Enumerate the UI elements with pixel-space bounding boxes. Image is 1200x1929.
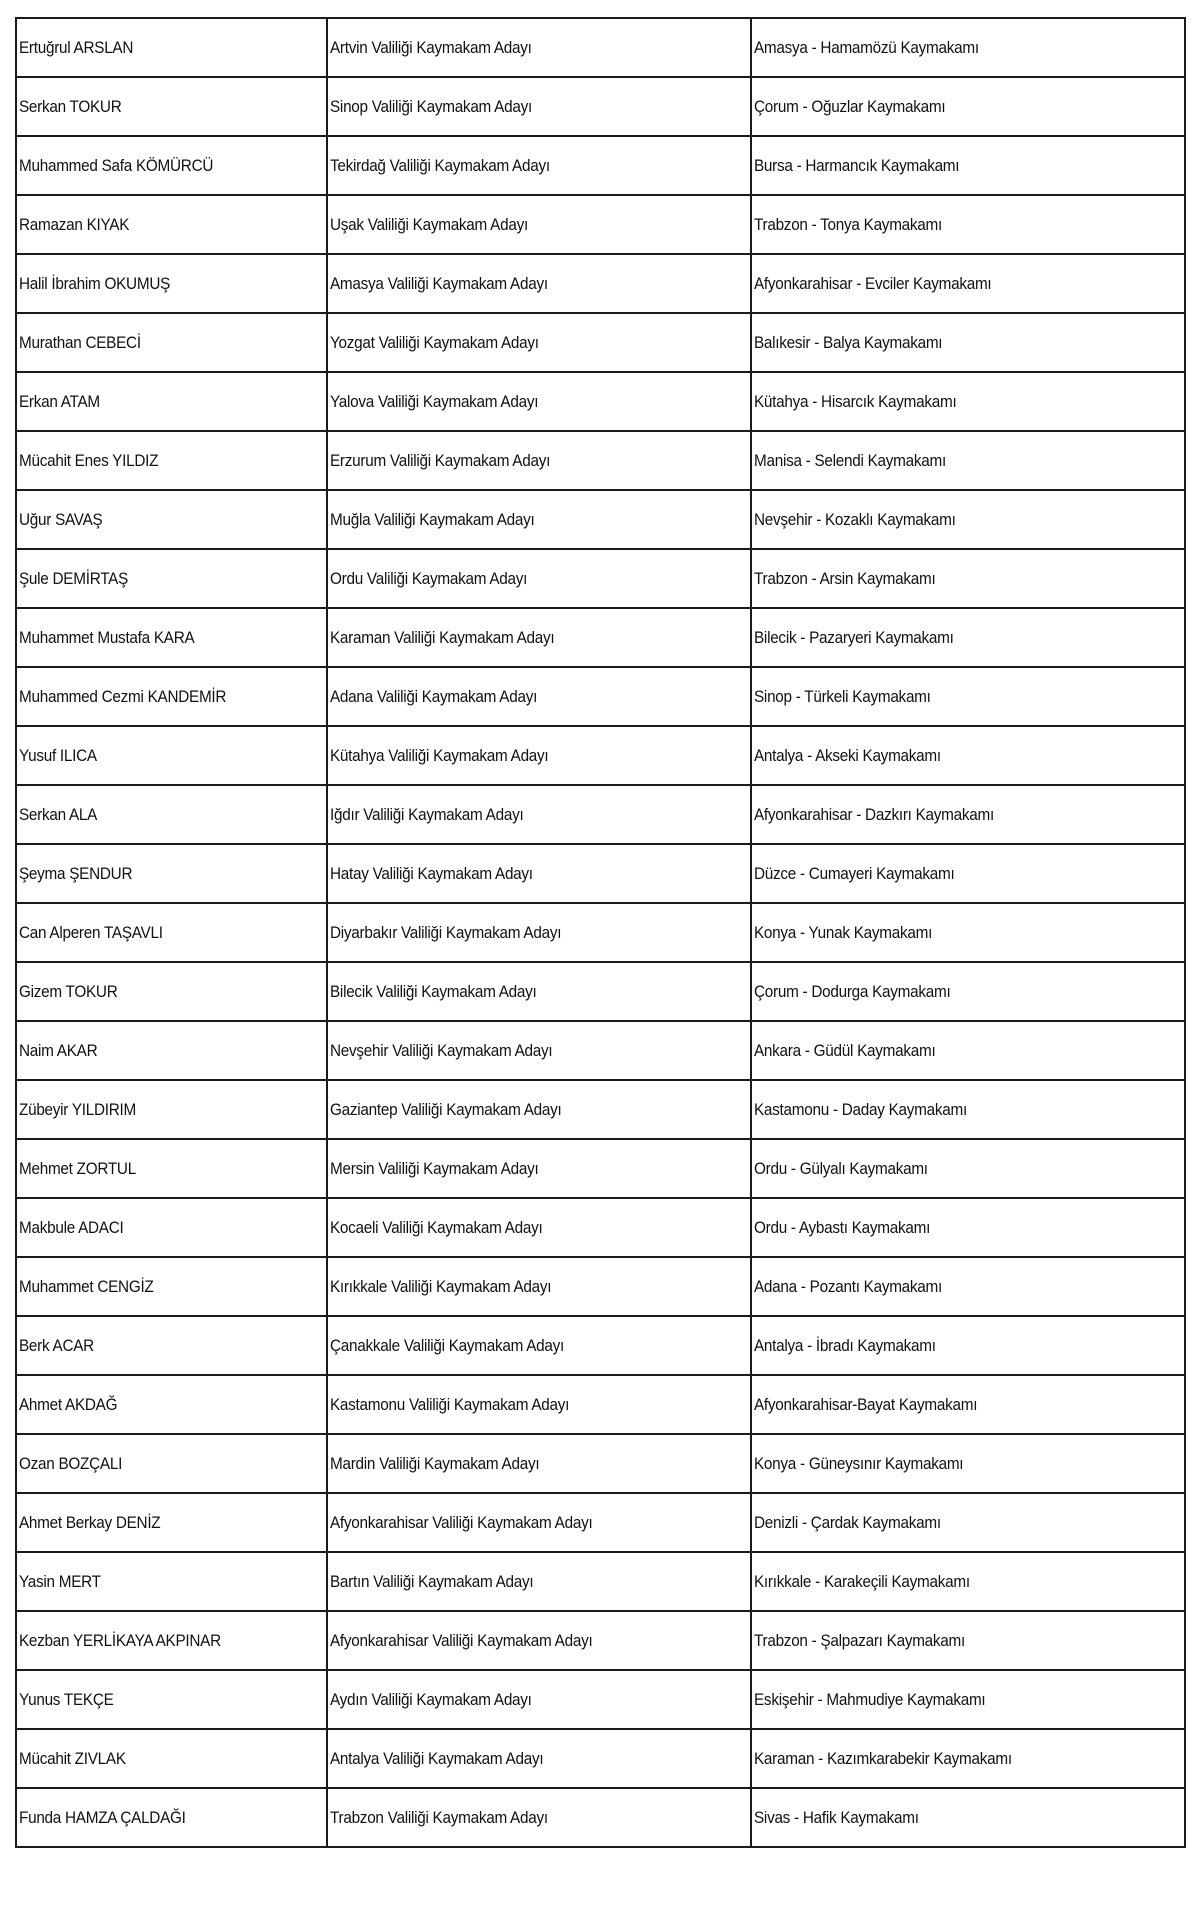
table-row — [16, 549, 1185, 608]
new-appointment-cell — [751, 1139, 1185, 1198]
table-row — [16, 77, 1185, 136]
person-name-cell — [16, 195, 327, 254]
person-name-cell — [16, 1198, 327, 1257]
current-position-cell — [327, 1139, 751, 1198]
person-name-cell — [16, 1316, 327, 1375]
person-name-text: Muhammet CENGİZ — [19, 1276, 154, 1296]
current-position-text: Ordu Valiliği Kaymakam Adayı — [330, 568, 528, 588]
person-name-text: Murathan CEBECİ — [19, 332, 141, 352]
person-name-cell — [16, 490, 327, 549]
person-name-text: Mücahit Enes YILDIZ — [19, 450, 159, 470]
new-appointment-text: Ankara - Güdül Kaymakamı — [754, 1040, 936, 1060]
person-name-text: Serkan TOKUR — [19, 96, 122, 116]
current-position-text: Sinop Valiliği Kaymakam Adayı — [330, 96, 532, 116]
new-appointment-cell — [751, 903, 1185, 962]
person-name-text: Halil İbrahim OKUMUŞ — [19, 273, 171, 293]
person-name-text: Kezban YERLİKAYA AKPINAR — [19, 1630, 221, 1650]
table-row — [16, 1198, 1185, 1257]
new-appointment-cell — [751, 1198, 1185, 1257]
current-position-text: Diyarbakır Valiliği Kaymakam Adayı — [330, 922, 562, 942]
current-position-cell — [327, 195, 751, 254]
table-row — [16, 1670, 1185, 1729]
new-appointment-text: Nevşehir - Kozaklı Kaymakamı — [754, 509, 956, 529]
new-appointment-text: Manisa - Selendi Kaymakamı — [754, 450, 946, 470]
new-appointment-text: Kırıkkale - Karakeçili Kaymakamı — [754, 1571, 970, 1591]
person-name-cell — [16, 549, 327, 608]
person-name-cell — [16, 431, 327, 490]
person-name-cell — [16, 667, 327, 726]
new-appointment-cell — [751, 195, 1185, 254]
new-appointment-text: Sinop - Türkeli Kaymakamı — [754, 686, 931, 706]
person-name-cell — [16, 313, 327, 372]
new-appointment-text: Eskişehir - Mahmudiye Kaymakamı — [754, 1689, 986, 1709]
person-name-text: Mücahit ZIVLAK — [19, 1748, 126, 1768]
table-row — [16, 1493, 1185, 1552]
person-name-text: Ramazan KIYAK — [19, 214, 130, 234]
new-appointment-cell — [751, 1434, 1185, 1493]
person-name-text: Gizem TOKUR — [19, 981, 118, 1001]
table-row — [16, 490, 1185, 549]
person-name-cell — [16, 18, 327, 77]
person-name-cell — [16, 1552, 327, 1611]
new-appointment-text: Çorum - Oğuzlar Kaymakamı — [754, 96, 946, 116]
person-name-text: Zübeyir YILDIRIM — [19, 1099, 136, 1119]
new-appointment-text: Ordu - Aybastı Kaymakamı — [754, 1217, 931, 1237]
current-position-text: Erzurum Valiliği Kaymakam Adayı — [330, 450, 551, 470]
person-name-cell — [16, 903, 327, 962]
table-row — [16, 18, 1185, 77]
table-row — [16, 1434, 1185, 1493]
current-position-cell — [327, 608, 751, 667]
person-name-cell — [16, 136, 327, 195]
appointments-table — [15, 17, 1186, 1848]
person-name-text: Ahmet Berkay DENİZ — [19, 1512, 161, 1532]
person-name-text: Ertuğrul ARSLAN — [19, 37, 134, 57]
table-row — [16, 1729, 1185, 1788]
person-name-text: Yusuf ILICA — [19, 745, 97, 765]
current-position-cell — [327, 1788, 751, 1847]
current-position-cell — [327, 1611, 751, 1670]
current-position-text: Gaziantep Valiliği Kaymakam Adayı — [330, 1099, 562, 1119]
person-name-text: Erkan ATAM — [19, 391, 100, 411]
new-appointment-cell — [751, 608, 1185, 667]
person-name-text: Can Alperen TAŞAVLI — [19, 922, 163, 942]
current-position-cell — [327, 844, 751, 903]
new-appointment-text: Bilecik - Pazaryeri Kaymakamı — [754, 627, 954, 647]
current-position-text: Yalova Valiliği Kaymakam Adayı — [330, 391, 539, 411]
table-row — [16, 1080, 1185, 1139]
person-name-text: Yasin MERT — [19, 1571, 101, 1591]
current-position-cell — [327, 1198, 751, 1257]
new-appointment-cell — [751, 77, 1185, 136]
current-position-cell — [327, 313, 751, 372]
table-row — [16, 195, 1185, 254]
current-position-cell — [327, 726, 751, 785]
appointments-table-body — [16, 18, 1185, 1847]
current-position-text: Kırıkkale Valiliği Kaymakam Adayı — [330, 1276, 552, 1296]
new-appointment-text: Konya - Yunak Kaymakamı — [754, 922, 933, 942]
current-position-cell — [327, 254, 751, 313]
new-appointment-cell — [751, 1493, 1185, 1552]
person-name-text: Uğur SAVAŞ — [19, 509, 103, 529]
person-name-cell — [16, 1021, 327, 1080]
current-position-cell — [327, 1493, 751, 1552]
person-name-cell — [16, 608, 327, 667]
current-position-text: Trabzon Valiliği Kaymakam Adayı — [330, 1807, 548, 1827]
current-position-cell — [327, 1375, 751, 1434]
table-row — [16, 372, 1185, 431]
person-name-cell — [16, 77, 327, 136]
new-appointment-cell — [751, 844, 1185, 903]
person-name-cell — [16, 1670, 327, 1729]
table-row — [16, 1375, 1185, 1434]
new-appointment-cell — [751, 1611, 1185, 1670]
current-position-text: Iğdır Valiliği Kaymakam Adayı — [330, 804, 524, 824]
person-name-cell — [16, 1139, 327, 1198]
person-name-cell — [16, 1611, 327, 1670]
current-position-text: Mardin Valiliği Kaymakam Adayı — [330, 1453, 540, 1473]
person-name-cell — [16, 1729, 327, 1788]
person-name-cell — [16, 1257, 327, 1316]
current-position-text: Adana Valiliği Kaymakam Adayı — [330, 686, 538, 706]
new-appointment-text: Afyonkarahisar-Bayat Kaymakamı — [754, 1394, 978, 1414]
current-position-cell — [327, 136, 751, 195]
table-row — [16, 1788, 1185, 1847]
current-position-text: Hatay Valiliği Kaymakam Adayı — [330, 863, 533, 883]
new-appointment-text: Adana - Pozantı Kaymakamı — [754, 1276, 943, 1296]
current-position-text: Kastamonu Valiliği Kaymakam Adayı — [330, 1394, 570, 1414]
new-appointment-cell — [751, 1316, 1185, 1375]
new-appointment-cell — [751, 1021, 1185, 1080]
table-row — [16, 136, 1185, 195]
new-appointment-text: Ordu - Gülyalı Kaymakamı — [754, 1158, 928, 1178]
person-name-cell — [16, 372, 327, 431]
person-name-text: Naim AKAR — [19, 1040, 98, 1060]
table-row — [16, 962, 1185, 1021]
new-appointment-cell — [751, 254, 1185, 313]
new-appointment-cell — [751, 667, 1185, 726]
current-position-cell — [327, 962, 751, 1021]
new-appointment-text: Trabzon - Şalpazarı Kaymakamı — [754, 1630, 965, 1650]
current-position-text: Muğla Valiliği Kaymakam Adayı — [330, 509, 535, 529]
person-name-text: Serkan ALA — [19, 804, 98, 824]
current-position-cell — [327, 18, 751, 77]
new-appointment-cell — [751, 136, 1185, 195]
table-row — [16, 431, 1185, 490]
current-position-cell — [327, 372, 751, 431]
new-appointment-cell — [751, 1080, 1185, 1139]
new-appointment-cell — [751, 549, 1185, 608]
new-appointment-cell — [751, 1788, 1185, 1847]
new-appointment-text: Konya - Güneysınır Kaymakamı — [754, 1453, 964, 1473]
current-position-text: Mersin Valiliği Kaymakam Adayı — [330, 1158, 539, 1178]
table-row — [16, 1257, 1185, 1316]
new-appointment-text: Antalya - Akseki Kaymakamı — [754, 745, 941, 765]
new-appointment-text: Kütahya - Hisarcık Kaymakamı — [754, 391, 957, 411]
current-position-text: Kocaeli Valiliği Kaymakam Adayı — [330, 1217, 543, 1237]
current-position-cell — [327, 785, 751, 844]
new-appointment-text: Çorum - Dodurga Kaymakamı — [754, 981, 951, 1001]
person-name-text: Makbule ADACI — [19, 1217, 124, 1237]
new-appointment-text: Düzce - Cumayeri Kaymakamı — [754, 863, 955, 883]
current-position-cell — [327, 549, 751, 608]
current-position-text: Çanakkale Valiliği Kaymakam Adayı — [330, 1335, 565, 1355]
person-name-cell — [16, 844, 327, 903]
new-appointment-cell — [751, 785, 1185, 844]
person-name-text: Muhammed Cezmi KANDEMİR — [19, 686, 227, 706]
current-position-text: Bilecik Valiliği Kaymakam Adayı — [330, 981, 537, 1001]
person-name-cell — [16, 1080, 327, 1139]
person-name-text: Yunus TEKÇE — [19, 1689, 114, 1709]
table-row — [16, 254, 1185, 313]
current-position-cell — [327, 1729, 751, 1788]
person-name-text: Şule DEMİRTAŞ — [19, 568, 129, 588]
new-appointment-text: Antalya - İbradı Kaymakamı — [754, 1335, 936, 1355]
current-position-text: Artvin Valiliği Kaymakam Adayı — [330, 37, 532, 57]
new-appointment-cell — [751, 1375, 1185, 1434]
current-position-text: Afyonkarahisar Valiliği Kaymakam Adayı — [330, 1512, 593, 1532]
new-appointment-cell — [751, 1670, 1185, 1729]
current-position-cell — [327, 1080, 751, 1139]
person-name-cell — [16, 962, 327, 1021]
current-position-cell — [327, 667, 751, 726]
current-position-text: Nevşehir Valiliği Kaymakam Adayı — [330, 1040, 553, 1060]
new-appointment-cell — [751, 431, 1185, 490]
current-position-text: Antalya Valiliği Kaymakam Adayı — [330, 1748, 544, 1768]
person-name-text: Berk ACAR — [19, 1335, 94, 1355]
person-name-cell — [16, 785, 327, 844]
new-appointment-text: Denizli - Çardak Kaymakamı — [754, 1512, 941, 1532]
table-row — [16, 1139, 1185, 1198]
new-appointment-text: Amasya - Hamamözü Kaymakamı — [754, 37, 979, 57]
current-position-cell — [327, 903, 751, 962]
person-name-text: Şeyma ŞENDUR — [19, 863, 133, 883]
current-position-cell — [327, 1021, 751, 1080]
current-position-text: Kütahya Valiliği Kaymakam Adayı — [330, 745, 549, 765]
new-appointment-cell — [751, 726, 1185, 785]
person-name-cell — [16, 1375, 327, 1434]
new-appointment-cell — [751, 490, 1185, 549]
current-position-cell — [327, 1670, 751, 1729]
table-row — [16, 903, 1185, 962]
current-position-cell — [327, 1257, 751, 1316]
current-position-text: Bartın Valiliği Kaymakam Adayı — [330, 1571, 534, 1591]
person-name-text: Muhammed Safa KÖMÜRCÜ — [19, 155, 214, 175]
person-name-text: Mehmet ZORTUL — [19, 1158, 136, 1178]
current-position-text: Karaman Valiliği Kaymakam Adayı — [330, 627, 555, 647]
new-appointment-cell — [751, 1257, 1185, 1316]
person-name-text: Ozan BOZÇALI — [19, 1453, 123, 1473]
table-row — [16, 667, 1185, 726]
table-row — [16, 313, 1185, 372]
new-appointment-text: Kastamonu - Daday Kaymakamı — [754, 1099, 967, 1119]
table-row — [16, 1021, 1185, 1080]
table-row — [16, 785, 1185, 844]
person-name-cell — [16, 1434, 327, 1493]
current-position-cell — [327, 77, 751, 136]
new-appointment-text: Balıkesir - Balya Kaymakamı — [754, 332, 943, 352]
current-position-cell — [327, 1434, 751, 1493]
current-position-cell — [327, 1316, 751, 1375]
new-appointment-text: Karaman - Kazımkarabekir Kaymakamı — [754, 1748, 1012, 1768]
table-row — [16, 844, 1185, 903]
current-position-cell — [327, 490, 751, 549]
new-appointment-text: Bursa - Harmancık Kaymakamı — [754, 155, 960, 175]
current-position-text: Tekirdağ Valiliği Kaymakam Adayı — [330, 155, 550, 175]
current-position-text: Afyonkarahisar Valiliği Kaymakam Adayı — [330, 1630, 593, 1650]
table-row — [16, 1316, 1185, 1375]
current-position-cell — [327, 1552, 751, 1611]
new-appointment-cell — [751, 18, 1185, 77]
person-name-cell — [16, 726, 327, 785]
current-position-cell — [327, 431, 751, 490]
current-position-text: Yozgat Valiliği Kaymakam Adayı — [330, 332, 539, 352]
new-appointment-text: Sivas - Hafik Kaymakamı — [754, 1807, 919, 1827]
table-row — [16, 608, 1185, 667]
new-appointment-cell — [751, 962, 1185, 1021]
current-position-text: Amasya Valiliği Kaymakam Adayı — [330, 273, 548, 293]
person-name-text: Muhammet Mustafa KARA — [19, 627, 195, 647]
new-appointment-cell — [751, 1552, 1185, 1611]
person-name-cell — [16, 1493, 327, 1552]
new-appointment-text: Trabzon - Tonya Kaymakamı — [754, 214, 942, 234]
new-appointment-cell — [751, 313, 1185, 372]
new-appointment-text: Afyonkarahisar - Dazkırı Kaymakamı — [754, 804, 994, 824]
table-row — [16, 1552, 1185, 1611]
table-row — [16, 726, 1185, 785]
new-appointment-cell — [751, 372, 1185, 431]
person-name-cell — [16, 1788, 327, 1847]
person-name-text: Ahmet AKDAĞ — [19, 1394, 118, 1414]
person-name-cell — [16, 254, 327, 313]
new-appointment-text: Afyonkarahisar - Evciler Kaymakamı — [754, 273, 992, 293]
current-position-text: Uşak Valiliği Kaymakam Adayı — [330, 214, 528, 234]
new-appointment-text: Trabzon - Arsin Kaymakamı — [754, 568, 936, 588]
person-name-text: Funda HAMZA ÇALDAĞI — [19, 1807, 186, 1827]
new-appointment-cell — [751, 1729, 1185, 1788]
current-position-text: Aydın Valiliği Kaymakam Adayı — [330, 1689, 532, 1709]
table-row — [16, 1611, 1185, 1670]
